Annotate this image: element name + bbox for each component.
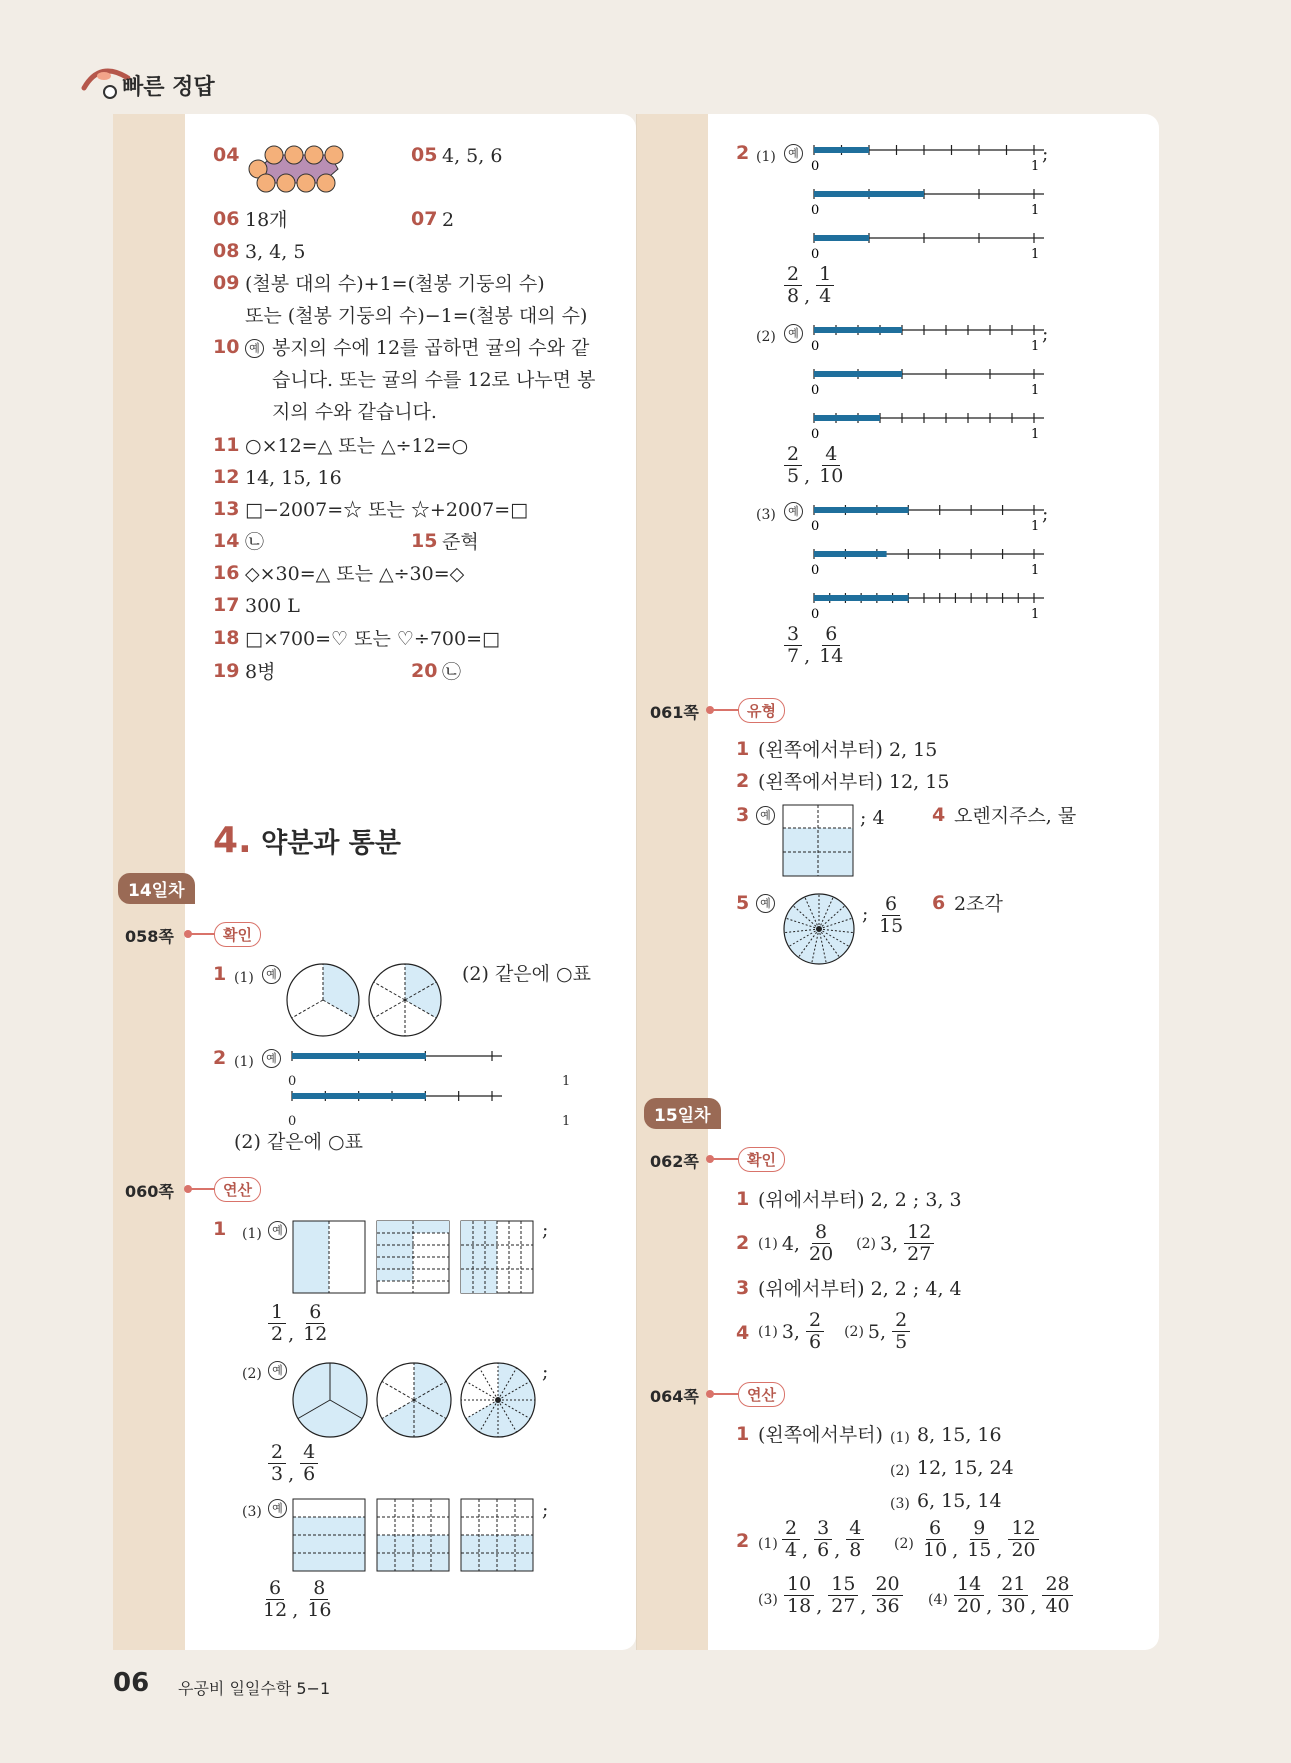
fraction: $\frac{6}{12}$: [303, 1301, 328, 1345]
sub-label: (1): [758, 1235, 778, 1252]
p062-q3-number: 3: [736, 1277, 750, 1299]
sub-label: (4): [928, 1592, 948, 1608]
example-mark: 예: [262, 1049, 281, 1068]
q-11-number: 11: [213, 434, 240, 456]
p058-q1-number: 1: [213, 963, 227, 985]
fraction: $\frac{28}{40}$: [1042, 1574, 1072, 1617]
p058-q2-number: 2: [213, 1047, 227, 1069]
fraction: $\frac{4}{8}$: [846, 1518, 864, 1561]
svg-text:1: 1: [1031, 159, 1040, 174]
day-badge-14: 14일차: [118, 873, 195, 904]
semicolon: ;: [1042, 323, 1049, 345]
p061-q3-rectangle-figure: [782, 804, 854, 878]
svg-text:1: 1: [1031, 247, 1040, 262]
svg-text:0: 0: [811, 563, 820, 578]
semicolon: ;: [1042, 143, 1049, 165]
q-12-answer: 14, 15, 16: [245, 467, 342, 489]
r-number-line-2b: [810, 364, 1050, 398]
q-16-number: 16: [213, 562, 240, 584]
q-10-line2: 습니다. 또는 귤의 수를 12로 나누면 봉: [272, 369, 596, 391]
p064-q2-4-fractions: $\frac{14}{20}$ , $\frac{21}{30}$ , $\frac{28}{40}$: [952, 1574, 1075, 1617]
circle-fraction-figures: [285, 962, 445, 1038]
p061-q2-answer: (왼쪽에서부터) 12, 15: [758, 771, 950, 793]
p061-q3-number: 3: [736, 804, 750, 826]
r-number-line-3b: [810, 544, 1050, 578]
p064-q2-1-fractions: $\frac{2}{4}$ , $\frac{3}{6}$ , $\frac{4}{8}$: [780, 1518, 866, 1561]
fraction: $\frac{21}{30}$: [998, 1574, 1028, 1617]
fraction: $\frac{8}{20}$: [808, 1221, 834, 1265]
p064-q1-answer-c: 6, 15, 14: [917, 1490, 1002, 1512]
fraction: $\frac{14}{20}$: [954, 1574, 984, 1617]
p061-q1-number: 1: [736, 738, 750, 760]
p062-q4b-whole: 5,: [867, 1320, 887, 1343]
svg-text:1: 1: [1031, 607, 1040, 622]
q-11-answer: ○×12=△ 또는 △÷12=○: [245, 435, 469, 457]
svg-text:0: 0: [811, 339, 820, 354]
svg-text:0: 0: [811, 607, 820, 622]
p064-q1-number: 1: [736, 1423, 750, 1445]
p062-q3-answer: (위에서부터) 2, 2 ; 4, 4: [758, 1278, 962, 1300]
section-tag-type: 유형: [738, 698, 785, 723]
fraction: $\frac{6}{14}$: [819, 623, 844, 667]
p061-q3-tail: ; 4: [860, 807, 885, 829]
example-mark: 예: [784, 502, 803, 521]
p061-q1-answer: (왼쪽에서부터) 2, 15: [758, 739, 938, 761]
book-title: 우공비 일일수학 5−1: [178, 1679, 331, 1698]
r-number-line-2a: [810, 320, 1050, 354]
p064-q1-lead: (왼쪽에서부터): [758, 1424, 883, 1446]
example-mark: 예: [756, 894, 775, 913]
rectangle-fraction-figures-1: [292, 1220, 552, 1296]
r-q2-number: 2: [736, 142, 750, 164]
header-title: 빠른 정답: [122, 75, 215, 100]
r-number-line-2c: [810, 408, 1050, 442]
sub-label: (1): [890, 1430, 910, 1446]
p062-q4-number: 4: [736, 1322, 750, 1344]
r-number-line-3c: [810, 588, 1050, 622]
page-ref-062: 062쪽: [650, 1152, 699, 1171]
q-15-answer: 준혁: [442, 531, 479, 553]
fraction: $\frac{9}{15}$: [967, 1517, 992, 1561]
p061-q4-answer: 오렌지주스, 물: [954, 805, 1077, 827]
semicolon: ;: [862, 903, 869, 925]
p062-q2-number: 2: [736, 1232, 750, 1254]
fraction: $\frac{15}{27}$: [828, 1574, 858, 1617]
q-09-line2: 또는 (철봉 기둥의 수)−1=(철봉 대의 수): [245, 305, 588, 327]
axis-zero: 0: [288, 1074, 297, 1089]
hexagon-pattern-figure: [244, 143, 352, 195]
q-15-number: 15: [411, 530, 438, 552]
fraction: $\frac{2}{5}$: [892, 1310, 910, 1353]
day-badge-15: 15일차: [644, 1098, 721, 1129]
p062-q2b-whole: 3,: [880, 1232, 899, 1255]
sub-label: (2): [856, 1235, 877, 1252]
svg-text:0: 0: [811, 427, 820, 442]
sub-label: (3): [758, 1592, 778, 1608]
q-10-number: 10: [213, 336, 240, 358]
p061-q6-number: 6: [932, 892, 946, 914]
page-ref-058: 058쪽: [125, 927, 174, 946]
example-mark: 예: [268, 1221, 287, 1240]
sub-label: (1): [758, 1536, 778, 1552]
q-10-line3: 지의 수와 같습니다.: [272, 401, 437, 423]
p058-q2-sub2: (2) 같은에 ○표: [234, 1131, 363, 1153]
page-number: 06: [113, 1668, 150, 1698]
p061-q4-number: 4: [932, 804, 946, 826]
fraction: $\frac{2}{4}$: [782, 1518, 800, 1561]
q-17-answer: 300 L: [245, 595, 300, 617]
q-18-answer: □×700=♡ 또는 ♡÷700=□: [245, 628, 500, 650]
p062-q1-answer: (위에서부터) 2, 2 ; 3, 3: [758, 1189, 962, 1211]
svg-text:0: 0: [811, 247, 820, 262]
section-tag-calc: 연산: [214, 1177, 261, 1202]
p064-q2-2-fractions: $\frac{6}{10}$ , $\frac{9}{15}$ , $\frac{12}{20}$: [918, 1518, 1041, 1561]
fraction: $\frac{12}{27}$: [904, 1222, 934, 1265]
fraction: $\frac{1}{4}$: [816, 264, 834, 307]
q-19-answer: 8병: [245, 661, 276, 683]
q-20-answer: ㉡: [442, 661, 462, 683]
example-mark: 예: [268, 1361, 287, 1380]
q-19-number: 19: [213, 660, 240, 682]
p058-q1-sub1: (1): [234, 970, 254, 986]
r-number-line-3a: [810, 500, 1050, 534]
sub-label: (2): [844, 1323, 864, 1340]
fraction: $\frac{4}{6}$: [300, 1442, 318, 1485]
fraction: $\frac{4}{10}$: [819, 443, 844, 487]
p058-q1-sub2: (2) 같은에 ○표: [462, 963, 591, 985]
q-10-line1: 봉지의 수에 12를 곱하면 귤의 수와 같: [272, 337, 590, 359]
q-14-number: 14: [213, 530, 240, 552]
q-07-number: 07: [411, 208, 438, 230]
semicolon: ;: [1042, 503, 1049, 525]
example-mark: 예: [784, 324, 803, 343]
svg-text:1: 1: [1031, 427, 1040, 442]
q-05-number: 05: [411, 144, 438, 166]
q-09-number: 09: [213, 272, 240, 294]
answer-fractions-r2-3: $\frac{3}{7}$ , $\frac{6}{14}$: [782, 624, 848, 667]
example-mark: 예: [756, 806, 775, 825]
fraction: $\frac{20}{36}$: [872, 1574, 902, 1617]
q-06-number: 06: [213, 208, 240, 230]
q-06-answer: 18개: [245, 209, 288, 231]
q-09-line1: (철봉 대의 수)+1=(철봉 기둥의 수): [245, 273, 545, 295]
semicolon: ;: [542, 1361, 549, 1383]
q-20-number: 20: [411, 660, 438, 682]
svg-text:0: 0: [811, 203, 820, 218]
r-number-line-1a: [810, 140, 1050, 174]
q-12-number: 12: [213, 466, 240, 488]
fraction: $\frac{3}{6}$: [814, 1518, 832, 1561]
axis-zero: 0: [288, 1114, 297, 1129]
fraction: $\frac{2}{8}$: [784, 264, 802, 307]
section-tag-confirm: 확인: [738, 1147, 785, 1172]
fraction: $\frac{2}{5}$: [784, 444, 802, 487]
sub-label: (2): [242, 1366, 262, 1382]
r-number-line-1c: [810, 228, 1050, 262]
chapter-number: 4.: [213, 820, 252, 861]
sub-label: (3): [890, 1496, 910, 1512]
answer-fractions-060-3: $\frac{6}{12}$ , $\frac{8}{16}$: [258, 1578, 336, 1621]
fraction: $\frac{6}{12}$: [263, 1577, 288, 1621]
p062-q2a-fraction: [804, 1222, 838, 1265]
svg-text:0: 0: [811, 519, 820, 534]
sub-label: (1): [756, 149, 776, 165]
p064-q1-answer-b: 12, 15, 24: [917, 1457, 1014, 1479]
svg-text:0: 0: [811, 383, 820, 398]
p061-q5-circle-figure: [782, 892, 856, 966]
q-08-answer: 3, 4, 5: [245, 241, 306, 263]
rectangle-fraction-figures-3: [292, 1498, 552, 1574]
svg-text:0: 0: [811, 159, 820, 174]
svg-text:1: 1: [1031, 519, 1040, 534]
r-number-line-1b: [810, 184, 1050, 218]
sub-label: (2): [756, 329, 776, 345]
example-mark: 예: [245, 339, 264, 358]
p064-q2-3-fractions: $\frac{10}{18}$ , $\frac{15}{27}$ , $\frac{20}{36}$: [782, 1574, 905, 1617]
p062-q4a-fraction: [804, 1310, 826, 1353]
chapter-heading: [213, 820, 401, 861]
section-tag-confirm: 확인: [214, 922, 261, 947]
semicolon: ;: [542, 1219, 549, 1241]
q-16-answer: ◇×30=△ 또는 △÷30=◇: [245, 563, 465, 585]
q-14-answer: ㉡: [245, 531, 265, 553]
q-17-number: 17: [213, 594, 240, 616]
q-08-number: 08: [213, 240, 240, 262]
page-ref-060: 060쪽: [125, 1182, 174, 1201]
answer-fractions-060-2: $\frac{2}{3}$ , $\frac{4}{6}$: [266, 1442, 320, 1485]
fraction: $\frac{2}{3}$: [268, 1442, 286, 1485]
example-mark: 예: [262, 965, 281, 984]
sub-label: (1): [758, 1323, 778, 1340]
fraction: $\frac{6}{10}$: [923, 1517, 948, 1561]
sub-label: (3): [242, 1504, 262, 1520]
fraction: $\frac{8}{16}$: [307, 1577, 332, 1621]
fraction: $\frac{10}{18}$: [784, 1574, 814, 1617]
p061-q6-answer: 2조각: [954, 893, 1003, 915]
number-line-b: [288, 1086, 578, 1116]
svg-text:1: 1: [1031, 383, 1040, 398]
example-mark: 예: [268, 1499, 287, 1518]
sub-label: (2): [890, 1463, 910, 1479]
fraction: $\frac{3}{7}$: [784, 624, 802, 667]
p064-q2-number: 2: [736, 1530, 750, 1552]
p062-q2b-fraction: [902, 1222, 936, 1265]
p058-q2-sub1: (1): [234, 1054, 254, 1070]
p062-q4a-whole: 3,: [781, 1320, 800, 1343]
page-ref-064: 064쪽: [650, 1387, 699, 1406]
semicolon: ;: [542, 1499, 549, 1521]
svg-text:1: 1: [1031, 563, 1040, 578]
section-tag-calc: 연산: [738, 1382, 785, 1407]
p062-q4b-fraction: [890, 1310, 912, 1353]
chapter-title: 약분과 통분: [261, 828, 401, 859]
p060-q1-number: 1: [213, 1218, 227, 1240]
answer-fractions-060-1: $\frac{1}{2}$ , $\frac{6}{12}$: [266, 1302, 332, 1345]
q-13-number: 13: [213, 498, 240, 520]
p061-q2-number: 2: [736, 770, 750, 792]
p061-q5-number: 5: [736, 892, 750, 914]
axis-one: 1: [562, 1114, 571, 1129]
p062-q2a-whole: 4,: [781, 1232, 800, 1255]
fraction: $\frac{2}{6}$: [806, 1310, 824, 1353]
q-18-number: 18: [213, 627, 240, 649]
axis-one: 1: [562, 1074, 571, 1089]
q-07-answer: 2: [442, 209, 455, 231]
page-ref-061: 061쪽: [650, 703, 699, 722]
number-line-a: [288, 1046, 578, 1076]
answer-fractions-r2-1: $\frac{2}{8}$ , $\frac{1}{4}$: [782, 264, 836, 307]
sub-label: (1): [242, 1226, 262, 1242]
sub-label: (2): [894, 1536, 914, 1552]
q-05-answer: 4, 5, 6: [442, 145, 503, 167]
answer-fractions-r2-2: $\frac{2}{5}$ , $\frac{4}{10}$: [782, 444, 848, 487]
p064-q1-answer-a: 8, 15, 16: [917, 1424, 1002, 1446]
p062-q2-answer: [758, 1222, 936, 1265]
example-mark: 예: [784, 144, 803, 163]
svg-text:1: 1: [1031, 339, 1040, 354]
fraction: $\frac{12}{20}$: [1008, 1518, 1038, 1561]
fraction: $\frac{6}{15}$: [879, 893, 904, 937]
q-13-answer: □−2007=☆ 또는 ☆+2007=□: [245, 499, 529, 521]
p062-q1-number: 1: [736, 1188, 750, 1210]
sub-label: (3): [756, 507, 776, 523]
svg-text:1: 1: [1031, 203, 1040, 218]
circle-fraction-figures-2: [292, 1360, 542, 1440]
fraction: $\frac{1}{2}$: [268, 1302, 286, 1345]
q-04-number: 04: [213, 144, 240, 166]
p062-q4-answer: [758, 1310, 912, 1353]
p061-q5-fraction: [874, 894, 908, 937]
